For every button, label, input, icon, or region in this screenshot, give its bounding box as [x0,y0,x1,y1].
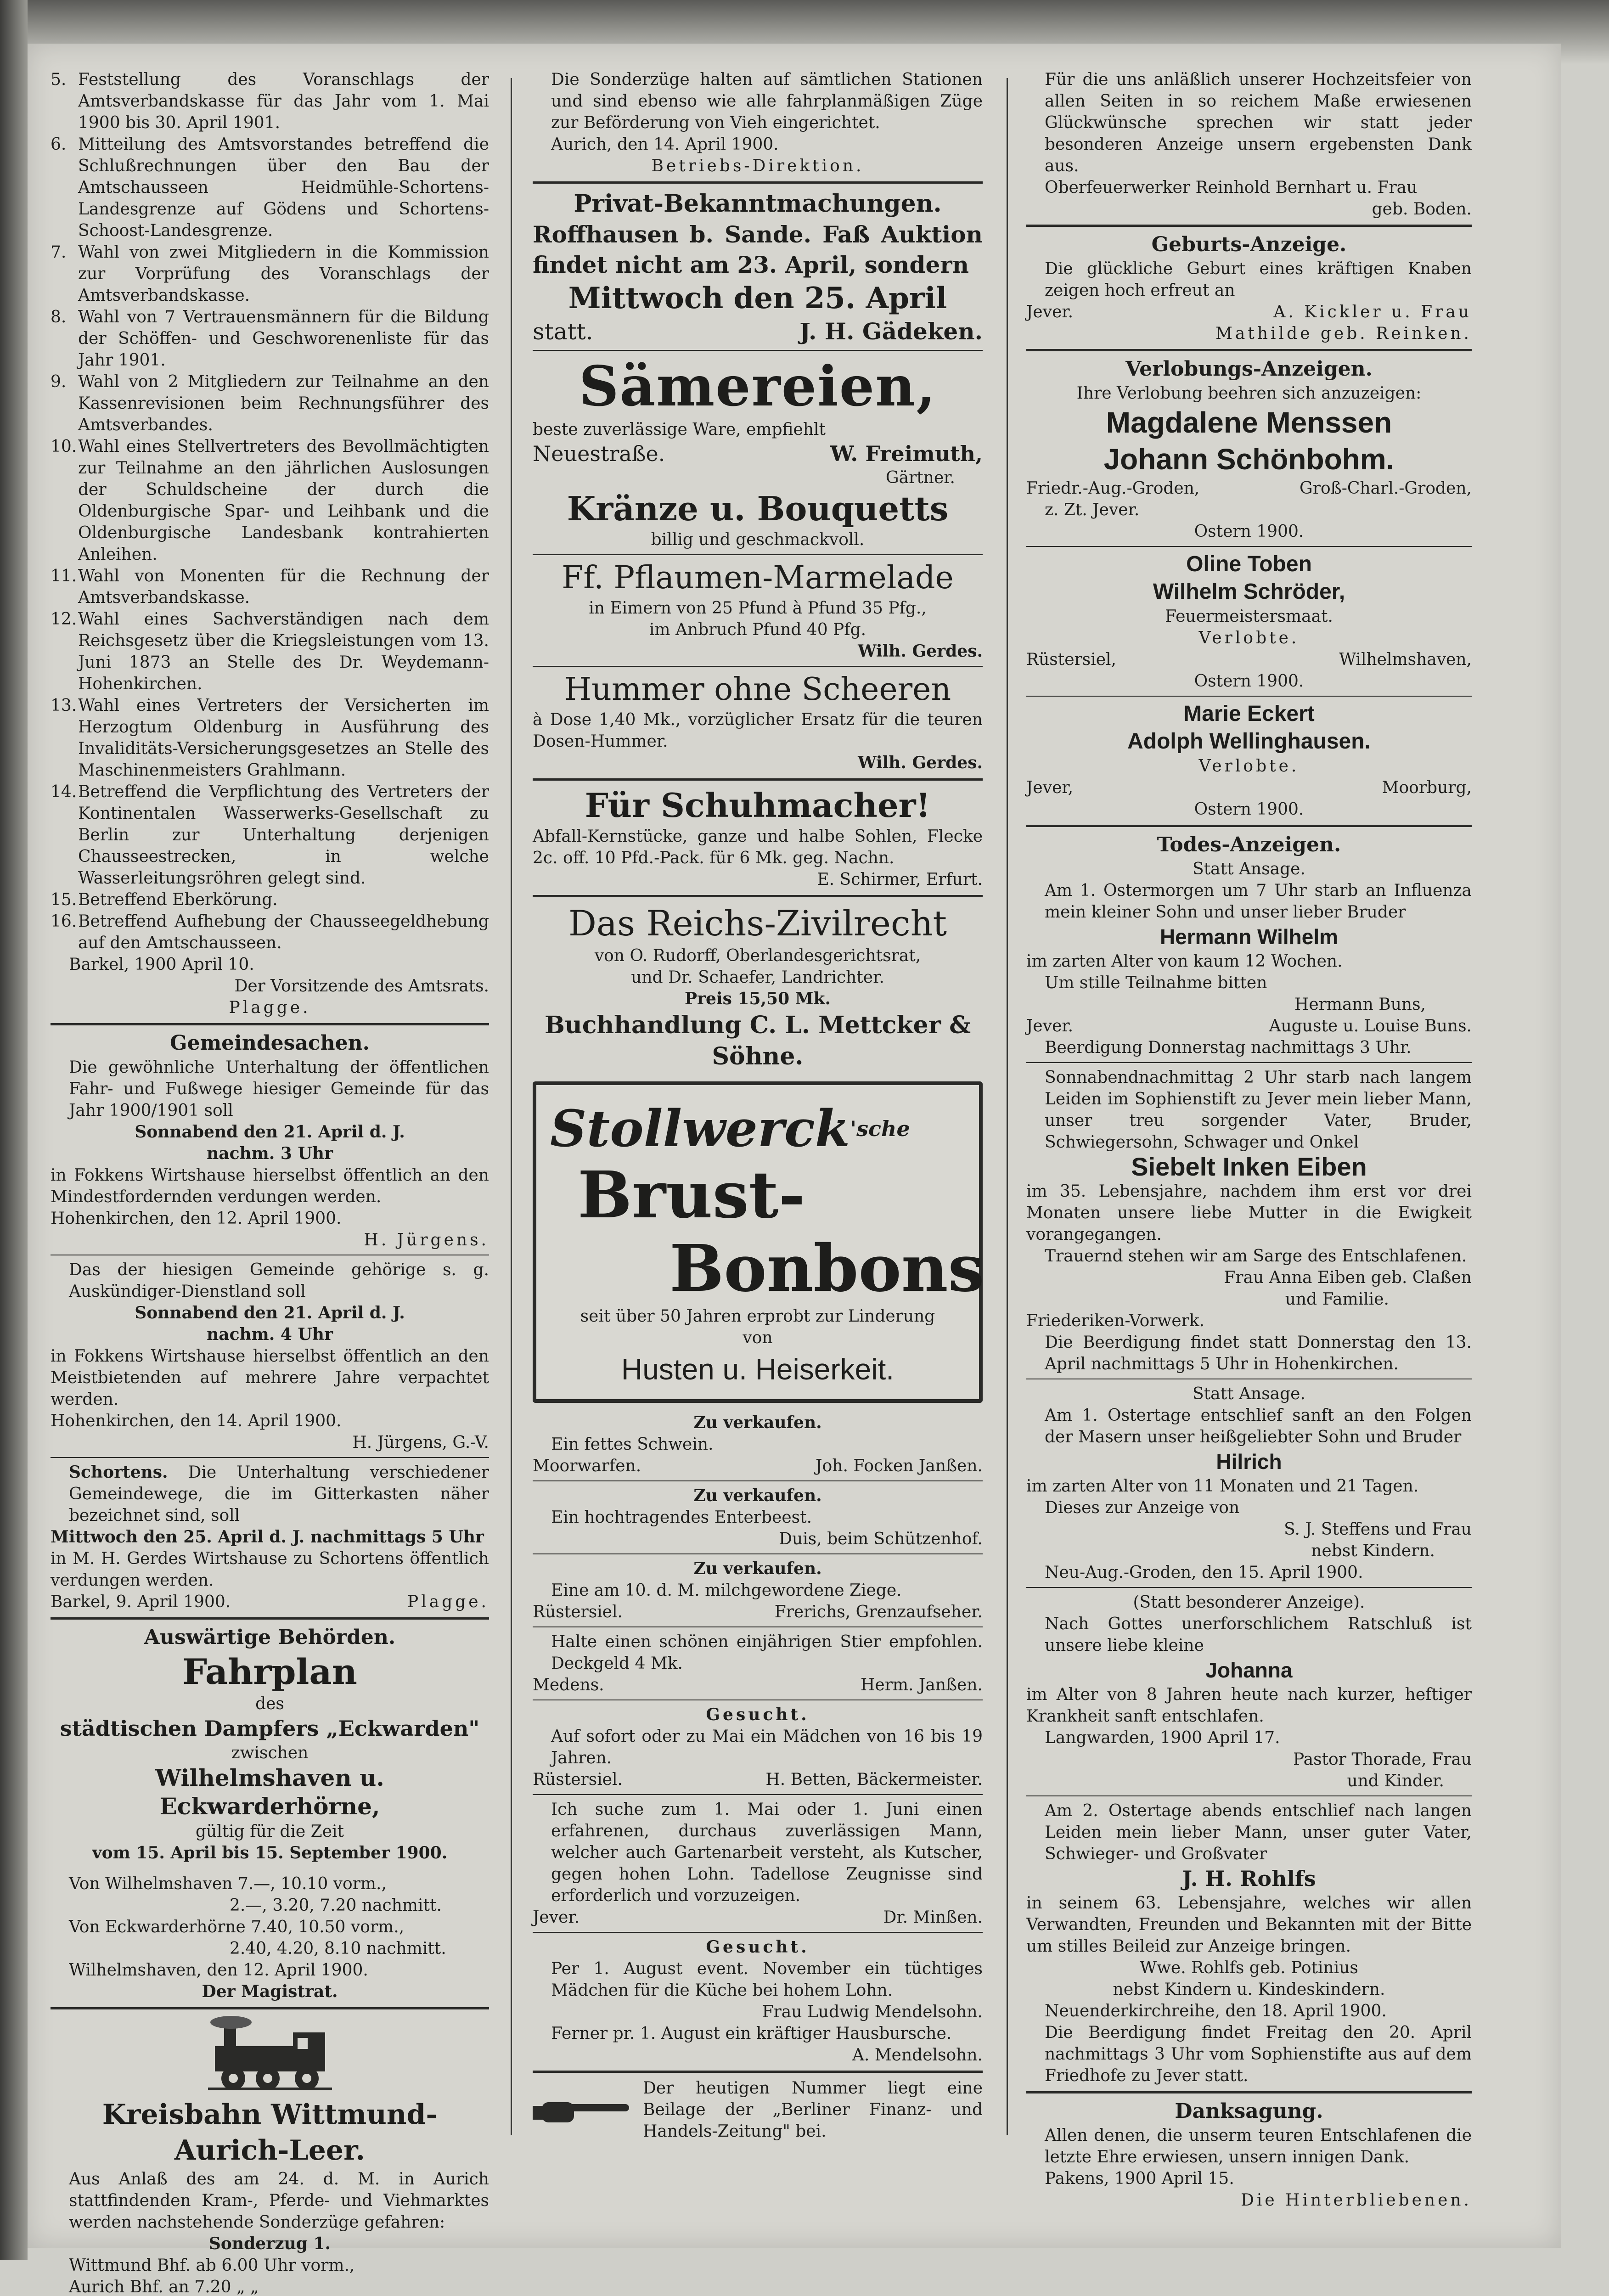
fahrplan-sign: Der Magistrat. [202,1982,338,2001]
divider [533,895,983,897]
verkaufen-heading: Zu verkaufen. [693,1413,822,1432]
fahrplan-title: Fahrplan [182,1651,357,1692]
agenda-item-number: 15. [51,890,77,909]
saemereien-title: Sämereien, [579,354,937,419]
divider [1026,1795,1472,1796]
divider [1026,696,1472,697]
todes-place: Jever. [1026,1017,1074,1035]
todes-sign: Auguste u. Louise Buns. [1269,1017,1472,1035]
section-heading: Danksagung. [1175,2099,1323,2123]
agenda-sign-name: Plagge. [229,998,311,1017]
notice-place: Barkel, 9. April 1900. [51,1593,231,1611]
gesucht-body: Per 1. August event. November ein tüchtiges Mädchen für die Küche bei hohem Lohn. [551,1959,983,2000]
kraenze-sub: billig und geschmackvoll. [651,530,865,549]
verkaufen-body: Eine am 10. d. M. milchgewordene Ziege. [551,1581,902,1600]
reichs-body: und Dr. Schaefer, Landrichter. [631,968,884,987]
verlobung-name: Johann Schönbohm. [1103,443,1395,476]
divider [533,1699,983,1700]
auktion-statt: statt. [533,318,593,345]
todes-place: Friederiken-Vorwerk. [1026,1311,1205,1330]
notice-sign: Plagge. [407,1593,489,1611]
verlobung-name: Wilhelm Schröder, [1153,580,1345,604]
saemereien-footer [533,440,983,467]
geburt-place: Jever. [1026,303,1074,321]
agenda-item [51,436,489,565]
stollwerck-husten: Husten u. Heiserkeit. [621,1353,895,1386]
divider [533,554,983,555]
kraenze-title: Kränze u. Bouquetts [567,489,949,528]
scan-gutter [0,0,28,2260]
deceased-name: Hermann Wilhelm [1159,925,1339,949]
todes-sign: und Familie. [1285,1290,1389,1309]
dank-sign: geb. Boden. [1372,200,1472,219]
gesucht-heading: Gesucht. [706,1705,810,1724]
agenda-item [51,242,489,306]
todes-sign: Hermann Buns, [1294,995,1426,1014]
todes-body: im 35. Lebensjahre, nachdem ihm erst vor drei Monaten unsere liebe Mutter in die Ewigkeit vorangegangen. [1026,1182,1472,1244]
divider [1026,825,1472,827]
geburt-body: Die glückliche Geburt eines kräftigen Knaben zeigen hoch erfreut an [1045,259,1472,300]
todes-sign: S. J. Steffens und Frau [1284,1520,1472,1539]
gesucht-place: Jever. [533,1908,580,1927]
verkaufen-footer [533,1455,983,1477]
dank-sign: Die Hinterbliebenen. [1240,2191,1472,2210]
auktion-body: Roffhausen b. Sande. Faß Auktion findet nicht am 23. April, sondern [533,221,983,278]
stier-footer [533,1674,983,1696]
agenda-item-text: Wahl eines Sachverständigen nach dem Reichsgesetz über die Kriegsleistungen vom 13. Juni 1873 an Stelle des Dr. Weydemann-Hohenkirchen. [78,610,489,693]
divider [51,1617,489,1620]
agenda-item [51,371,489,436]
verkaufen-body: Ein fettes Schwein. [551,1435,714,1454]
stier-place: Medens. [533,1676,604,1694]
divider [1026,1062,1472,1063]
column-rule [1007,78,1008,2135]
agenda-item-text: Mitteilung des Amtsvorstandes betreffend die Schlußrechnungen über den Bau der Amtschausseen Heidmühle-Schortens-Landesgrenze auf Gödens und Schortens-Schoost-Landesgrenze. [78,135,489,240]
saemereien-role: Gärtner. [885,468,955,487]
stier-body: Halte einen schönen einjährigen Stier empfohlen. Deckgeld 4 Mk. [551,1632,983,1673]
stollwerck-title [550,1099,965,1159]
agenda-sign-date: Barkel, 1900 April 10. [69,955,254,974]
dank-body: Allen denen, die unserm teuren Entschlafenen die letzte Ehre erwiesen, unsern innigen Dank. [1045,2126,1472,2167]
column-left [51,69,489,2296]
sonderzug-heading: Sonderzug 1. [208,2234,331,2253]
verlobung-place: Friedr.-Aug.-Groden, [1026,479,1200,498]
stollwerck-brust: Brust- [578,1158,805,1233]
reichs-price: Preis 15,50 Mk. [684,989,831,1008]
agenda-item-number: 11. [51,567,77,585]
stollwerck-ad [533,1081,983,1403]
todes-body: Am 1. Ostertage entschlief sanft an den Folgen der Masern unser heißgeliebter Sohn und Bruder [1045,1406,1472,1446]
agenda-item [51,565,489,608]
verkaufen-body: Ein hochtragendes Enterbeest. [551,1508,812,1527]
todes-sign: und Kinder. [1347,1772,1444,1790]
divider [533,666,983,667]
schuhmacher-body: Abfall-Kernstücke, ganze und halbe Sohlen, Flecke 2c. off. 10 Pfd.-Pack. für 6 Mk. geg. Nachn. [533,827,983,867]
schuhmacher-sign: E. Schirmer, Erfurt. [817,870,983,889]
agenda-item-text: Wahl eines Vertreters der Versicherten im Herzogtum Oldenburg in Ausführung des Invaliditäts-Versicherungsgesetzes an Stelle des Maschinenmeisters Grahlmann. [78,696,489,780]
fahrplan-route: Wilhelmshaven u. Eckwarderhörne, [155,1764,384,1820]
verlobung-intro: Ihre Verlobung beehren sich anzuzeigen: [1076,384,1422,403]
section-heading: Privat-Bekanntmachungen. [574,190,942,218]
todes-body: Sonnabendnachmittag 2 Uhr starb nach langem Leiden im Sophienstift zu Jever mein lieber Mann, unser treu sorgender Vater, Bruder, Schwiegersohn, Schwager und Onkel [1045,1068,1472,1152]
todes-sign: nebst Kindern. [1311,1542,1435,1560]
gesucht-footer [533,1769,983,1790]
gesucht-sign: H. Betten, Bäckermeister. [765,1770,983,1789]
todes-sign: Pastor Thorade, Frau [1293,1750,1472,1769]
section-heading: Todes-Anzeigen. [1157,833,1341,856]
saemereien-sign: W. Freimuth, [830,441,983,466]
gesucht-sign: Frau Ludwig Mendelsohn. [762,2003,983,2021]
verlobung-places [1026,777,1472,799]
verlobung-name: Oline Toben [1186,552,1312,576]
todes-body: im Alter von 8 Jahren heute nach kurzer, heftiger Krankheit sanft entschlafen. [1026,1685,1472,1726]
verlobung-place: Groß-Charl.-Groden, [1300,479,1472,498]
agenda-item [51,306,489,371]
auktion-footer [533,317,983,346]
geburt-footer [1026,301,1472,323]
stollwerck-body: seit über 50 Jahren erprobt zur Linderung [580,1307,935,1326]
section-heading: Verlobungs-Anzeigen. [1125,357,1373,381]
verlobung-place: Wilhelmshaven, [1339,650,1472,669]
beilage-note [533,2077,983,2142]
verlobung-verlobte: Verlobte. [1198,757,1300,776]
sonderzuege-sign: Betriebs-Direktion. [651,157,864,175]
notice-sign: H. Jürgens. [364,1231,489,1249]
verlobung-name: Adolph Wellinghausen. [1127,729,1371,754]
sonderzug-row: Wittmund Bhf. ab 6.00 Uhr vorm., [69,2256,355,2275]
gesucht-body: Ich suche zum 1. Mai oder 1. Juni einen erfahrenen, durchaus zuverlässigen Mann, welcher auch Gartenarbeit versteht, als Kutscher, gegen hohen Lohn. Tadellose Zeugnisse sind erforderlich und vorzuzeigen. [551,1800,983,1905]
pflaumen-title: Ff. Pflaumen-Marmelade [562,560,954,596]
verlobung-name: Marie Eckert [1183,702,1315,726]
verkaufen-sign: Frerichs, Grenzaufseher. [774,1603,983,1621]
agenda-item-text: Betreffend Aufhebung der Chausseegeldhebung auf den Amtschausseen. [78,912,489,952]
fahrplan-des: des [255,1694,284,1713]
agenda-item [51,889,489,911]
fahrplan-times: 2.—, 3.20, 7.20 nachmitt. [230,1896,442,1915]
agenda-sign-role: Der Vorsitzende des Amtsrats. [234,977,489,996]
pflaumen-body: im Anbruch Pfund 40 Pfg. [649,620,866,639]
agenda-item [51,608,489,695]
auktion-date: Mittwoch den 25. April [568,281,947,315]
todes-sign: Frau Anna Eiben geb. Claßen [1224,1268,1472,1287]
notice-date: Mittwoch den 25. April d. J. nachmittags 5 Uhr [51,1527,484,1547]
divider [51,2007,489,2009]
todes-beerdigung: Die Beerdigung findet Freitag den 20. April nachmittags 3 Uhr vom Sophienstifte aus auf dem Friedhofe zu Jever statt. [1045,2023,1472,2085]
todes-sign: Wwe. Rohlfs geb. Potinius [1140,1958,1358,1977]
notice-date: Sonnabend den 21. April d. J. [135,1122,405,1142]
dank-sign: Oberfeuerwerker Reinhold Bernhart u. Frau [1045,178,1418,197]
todes-body: Nach Gottes unerforschlichem Ratschluß ist unsere liebe kleine [1045,1615,1472,1655]
verlobung-place: z. Zt. Jever. [1045,501,1140,519]
divider [51,1023,489,1025]
stier-sign: Herm. Janßen. [861,1676,983,1694]
divider [1026,546,1472,547]
verlobung-name: Magdalene Menssen [1106,406,1392,439]
column-right [1026,69,1472,2211]
gesucht-sign: A. Mendelsohn. [852,2046,983,2065]
section-heading: Geburts-Anzeige. [1151,233,1347,256]
sonderzuege-body: Die Sonderzüge halten auf sämtlichen Stationen und sind ebenso wie alle fahrplanmäßigen Züge zur Beförderung von Vieh eingerichtet. [551,70,983,132]
verlobung-place: Rüstersiel, [1026,650,1116,669]
pointing-hand-icon [533,2094,634,2126]
agenda-item-number: 13. [51,696,77,715]
agenda-item [51,781,489,889]
verkaufen-place: Rüstersiel. [533,1603,623,1621]
dank-body: Für die uns anläßlich unserer Hochzeitsfeier von allen Seiten in so reichem Maße erwiesenen Glückwünsche sprechen wir statt jeder besonderen Anzeige unsern ergebensten Dank aus. [1045,70,1472,175]
todes-place: Neu-Aug.-Groden, den 15. April 1900. [1045,1563,1363,1582]
beilage-text: Der heutigen Nummer liegt eine Beilage der „Berliner Finanz- und Handels-Zeitung" bei. [643,2079,983,2141]
kreisbahn-title: Kreisbahn Wittmund-Aurich-Leer. [102,2099,438,2167]
agenda-item-number: 10. [51,437,77,456]
notice-footer [51,1591,489,1613]
verlobung-place: Moorburg, [1382,778,1472,797]
notice-time: nachm. 4 Uhr [207,1325,333,1344]
kreisbahn-body: Aus Anlaß des am 24. d. M. in Aurich stattfindenden Kram-, Pferde- und Viehmarktes werden nachstehende Sonderzüge gefahren: [69,2170,489,2232]
stollwerck-von: von [743,1328,773,1347]
verlobung-place: Jever, [1026,778,1074,797]
auktion-sign: J. H. Gädeken. [799,318,983,345]
todes-body: im zarten Alter von 11 Monaten und 21 Tagen. [1026,1477,1419,1496]
todes-beerdigung: Beerdigung Donnerstag nachmittags 3 Uhr. [1045,1038,1412,1057]
divider [533,350,983,351]
divider [51,1457,489,1458]
verkaufen-heading: Zu verkaufen. [693,1486,822,1505]
notice-date: Sonnabend den 21. April d. J. [135,1303,405,1322]
todes-body: Am 1. Ostermorgen um 7 Uhr starb an Influenza mein kleiner Sohn und unser lieber Bruder [1045,881,1472,922]
notice-lead: Schortens. [69,1463,168,1482]
agenda-list [51,69,489,954]
agenda-item-number: 5. [51,70,67,89]
todes-place: Neuenderkirchreihe, den 18. April 1900. [1045,2002,1387,2020]
fahrplan-zeit: vom 15. April bis 15. September 1900. [92,1843,448,1863]
saemereien-body: beste zuverlässige Ware, empfiehlt [533,420,826,439]
schuhmacher-title: Für Schuhmacher! [585,786,931,825]
stollwerck-brand: Stollwerck [550,1099,850,1158]
verlobung-role: Feuermeistersmaat. [1165,607,1333,626]
divider [533,1480,983,1481]
notice-body: in Fokkens Wirtshause hierselbst öffentlich an den Meistbietenden auf mehrere Jahre verpachtet werden. [51,1347,489,1409]
agenda-item [51,911,489,954]
notice-body: Die gewöhnliche Unterhaltung der öffentlichen Fahr- und Fußwege hiesiger Gemeinde für das Jahr 1900/1901 soll [69,1058,489,1120]
agenda-item-text: Betreffend die Verpflichtung des Vertreters der Kontinentalen Wasserwerks-Gesellschaft zu Berlin zur Unterhaltung derjenigen Chausseestrecken, in welche Wasserleitungsröhren gelegt sind. [78,782,489,888]
hummer-title: Hummer ohne Scheeren [564,671,951,708]
pflaumen-sign: Wilh. Gerdes. [858,642,983,661]
deceased-name: J. H. Rohlfs [1182,1866,1316,1891]
fahrplan-zwischen: zwischen [231,1744,309,1762]
todes-body: Um stille Teilnahme bitten [1045,974,1267,992]
pflaumen-body: in Eimern von 25 Pfund à Pfund 35 Pfg., [589,599,927,618]
agenda-item-number: 7. [51,243,67,262]
divider [533,1626,983,1627]
section-heading: Gemeindesachen. [170,1031,370,1055]
buchhandlung: Buchhandlung C. L. Mettcker & Söhne. [544,1011,971,1070]
saemereien-place: Neuestraße. [533,441,665,466]
notice-place: Hohenkirchen, den 12. April 1900. [51,1209,342,1228]
agenda-item-number: 16. [51,912,77,931]
deceased-name: Johanna [1205,1658,1293,1682]
deceased-name: Siebelt Inken Eiben [1131,1152,1367,1181]
todes-sign: nebst Kindern u. Kindeskindern. [1113,1980,1385,1999]
verlobung-date: Ostern 1900. [1194,672,1304,691]
agenda-item-text: Wahl von Monenten für die Rechnung der Amtsverbandskasse. [78,567,489,607]
section-heading: Auswärtige Behörden. [144,1626,396,1649]
agenda-item-number: 12. [51,610,77,629]
gesucht-heading: Gesucht. [706,1937,810,1957]
fahrplan-times: 7.—, 10.10 vorm., [237,1874,387,1893]
agenda-item-text: Wahl von zwei Mitgliedern in die Kommission zur Vorprüfung des Voranschlags der Amtsverbandskasse. [78,243,489,305]
statt-ansage: (Statt besonderer Anzeige). [1133,1593,1365,1612]
notice-sign: H. Jürgens, G.-V. [352,1433,489,1452]
fahrplan-times: 7.40, 10.50 vorm., [251,1918,405,1936]
agenda-item-text: Wahl eines Stellvertreters des Bevollmächtigten zur Teilnahme an den jährlichen Auslosungen der Schuldscheine der durch die Oldenburgische Spar- und Leihbank und die Oldenburgische Landesbank kontrahierten Anleihen. [78,437,489,564]
divider [533,1553,983,1554]
divider [533,778,983,781]
gesucht-place: Rüstersiel. [533,1770,623,1789]
fahrplan-gueltig: gültig für die Zeit [196,1822,344,1841]
fahrplan-dampfer: städtischen Dampfers „Eckwarden" [60,1716,480,1741]
todes-body: Dieses zur Anzeige von [1045,1498,1240,1517]
notice-body: Das der hiesigen Gemeinde gehörige s. g. Auskündiger-Dienstland soll [69,1261,489,1301]
sonderzug-row: Aurich Bhf. an 7.20 „ „ [69,2278,259,2296]
agenda-item-text: Wahl von 2 Mitgliedern zur Teilnahme an den Kassenrevisionen beim Rechnungsführer des Amtsverbandes. [78,372,489,434]
gesucht-footer [533,1907,983,1928]
divider [533,181,983,184]
agenda-item-text: Betreffend Eberkörung. [78,890,278,909]
agenda-item-text: Feststellung des Voranschlags der Amtsverbandskasse für das Jahr vom 1. Mai 1900 bis 30. April 1901. [78,70,489,132]
fahrplan-label: Von Eckwarderhörne [69,1918,246,1936]
todes-body: Trauernd stehen wir am Sarge des Entschlafenen. [1045,1247,1467,1266]
todes-body: Am 2. Ostertage abends entschlief nach langen Leiden mein lieber Mann, unser guter Vater, Schwieger- und Großvater [1045,1801,1472,1863]
statt-ansage: Statt Ansage. [1193,1384,1305,1403]
notice-body [51,1462,489,1526]
agenda-item-number: 8. [51,308,67,326]
agenda-item-number: 9. [51,372,67,391]
gesucht-body: Auf sofort oder zu Mai ein Mädchen von 16 bis 19 Jahren. [551,1727,983,1767]
todes-body: im zarten Alter von kaum 12 Wochen. [1026,952,1343,971]
reichs-body: von O. Rudorff, Oberlandesgerichtsrat, [594,946,921,965]
todes-footer [1026,1015,1472,1037]
notice-body: in M. H. Gerdes Wirtshause zu Schortens öffentlich verdungen werden. [51,1549,489,1590]
locomotive-icon [206,2014,334,2092]
todes-beerdigung: Die Beerdigung findet statt Donnerstag den 13. April nachmittags 5 Uhr in Hohenkirchen. [1045,1333,1472,1373]
statt-ansage: Statt Ansage. [1193,860,1305,878]
divider [1026,349,1472,351]
verkaufen-footer [533,1601,983,1623]
agenda-item [51,69,489,134]
verlobung-verlobte: Verlobte. [1198,629,1300,647]
sonderzuege-place: Aurich, den 14. April 1900. [551,135,779,154]
verkaufen-place: Moorwarfen. [533,1457,641,1475]
notice-body: in Fokkens Wirtshause hierselbst öffentlich an den Mindestfordernden verdungen werden. [51,1166,489,1206]
verlobung-places [1026,478,1472,499]
divider [1026,225,1472,227]
agenda-item-number: 14. [51,782,77,801]
verlobung-date: Ostern 1900. [1194,800,1304,819]
gesucht-body: Ferner pr. 1. August ein kräftiger Hausbursche. [551,2024,952,2043]
todes-place: Langwarden, 1900 April 17. [1045,1728,1280,1747]
column-middle [533,69,983,2142]
divider [1026,1587,1472,1588]
column-rule [511,78,512,2135]
dank-place: Pakens, 1900 April 15. [1045,2169,1234,2188]
verlobung-date: Ostern 1900. [1194,522,1304,541]
agenda-item-number: 6. [51,135,67,154]
reichs-title: Das Reichs-Zivilrecht [568,903,947,944]
verkaufen-heading: Zu verkaufen. [693,1559,822,1578]
divider [1026,2091,1472,2093]
notice-place: Hohenkirchen, den 14. April 1900. [51,1412,342,1430]
deceased-name: Hilrich [1216,1450,1282,1474]
agenda-item [51,695,489,781]
divider [533,1794,983,1795]
verkaufen-sign: Joh. Focken Janßen. [816,1457,983,1475]
hummer-sign: Wilh. Gerdes. [858,753,983,772]
fahrplan-row [51,1873,489,1895]
fahrplan-row [51,1916,489,1938]
divider [533,1932,983,1933]
fahrplan-place: Wilhelmshaven, den 12. April 1900. [69,1961,368,1980]
fahrplan-times: 2.40, 4.20, 8.10 nachmitt. [230,1939,446,1958]
divider [533,2071,983,2073]
agenda-item-text: Wahl von 7 Vertrauensmännern für die Bildung der Schöffen- und Geschworenenliste für das Jahr 1901. [78,308,489,370]
verkaufen-sign: Duis, beim Schützenhof. [779,1530,983,1548]
hummer-body: à Dose 1,40 Mk., vorzüglicher Ersatz für die teuren Dosen-Hummer. [533,710,983,751]
fahrplan-label: Von Wilhelmshaven [69,1874,233,1893]
agenda-item [51,134,489,242]
stollwerck-suffix: 'sche [850,1116,910,1141]
geburt-sign: A. Kickler u. Frau [1273,303,1472,321]
verlobung-places [1026,649,1472,670]
notice-time: nachm. 3 Uhr [207,1144,333,1163]
geburt-sign: Mathilde geb. Reinken. [1215,324,1472,343]
stollwerck-bonbons: Bonbons [669,1231,985,1306]
todes-body: in seinem 63. Lebensjahre, welches wir allen Verwandten, Freunden und Bekannten mit der Bitte um stilles Beileid zur Anzeige bringen. [1026,1894,1472,1956]
gesucht-sign: Dr. Minßen. [883,1908,983,1927]
notice-text: Die Unterhaltung verschiedener Gemeindewege, die im Gitterkasten näher bezeichnet sind, soll [69,1463,489,1525]
